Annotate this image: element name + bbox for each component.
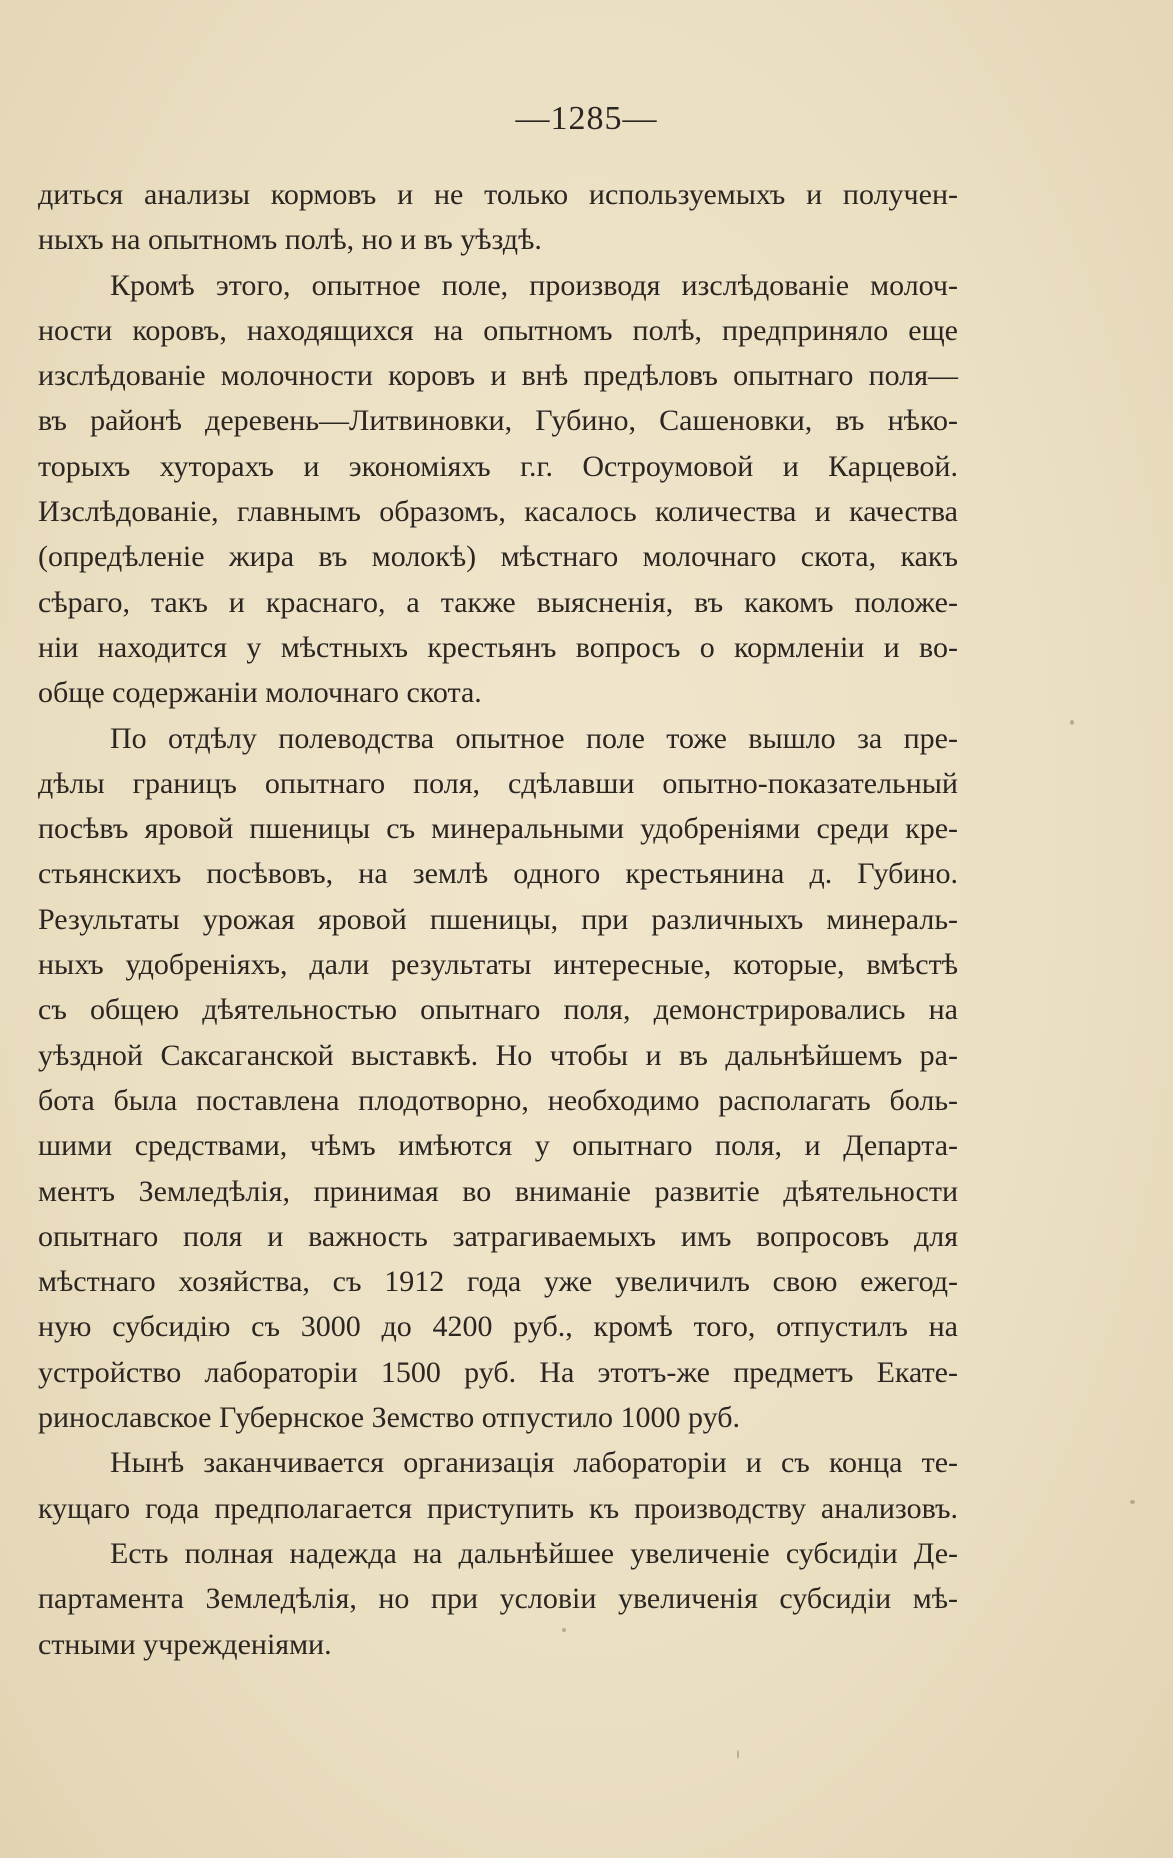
text-line: партамента Земледѣлія, но при условіи увеличенія субсидіи мѣ- — [38, 1582, 958, 1616]
text-line: торыхъ хуторахъ и экономіяхъ г.г. Остроумовой и Карцевой. — [38, 449, 958, 483]
text-line: ныхъ на опытномъ полѣ, но и въ уѣздѣ. — [38, 223, 542, 257]
text-line: бота была поставлена плодотворно, необходимо располагать боль- — [38, 1083, 958, 1117]
paragraph-start-line: По отдѣлу полеводства опытное поле тоже вышло за пре- — [110, 721, 958, 755]
paper-speck — [562, 1628, 566, 1632]
text-line: (опредѣленіе жира въ молокѣ) мѣстнаго молочнаго скота, какъ — [38, 540, 958, 574]
text-line: стьянскихъ посѣвовъ, на землѣ одного крестьянина д. Губино. — [38, 857, 958, 891]
text-line: ную субсидію съ 3000 до 4200 руб., кромѣ того, отпустилъ на — [38, 1310, 958, 1344]
paragraph-start-line: Кромѣ этого, опытное поле, производя изслѣдованіе молоч- — [110, 268, 958, 302]
text-line: ментъ Земледѣлія, принимая во вниманіе развитіе дѣятельности — [38, 1174, 958, 1208]
paper-speck — [1130, 1500, 1135, 1504]
text-line: диться анализы кормовъ и не только используемыхъ и получен- — [38, 178, 958, 211]
text-line: опытнаго поля и важность затрагиваемыхъ имъ вопросовъ для — [38, 1219, 958, 1253]
body-text — [38, 172, 958, 1667]
paragraph-start-line: Нынѣ заканчивается организація лабораторіи и съ конца те- — [110, 1446, 958, 1480]
paper-speck — [737, 1750, 739, 1759]
text-line: ринославское Губернское Земство отпустило 1000 руб. — [38, 1401, 740, 1435]
text-line: уѣздной Саксаганской выставкѣ. Но чтобы и въ дальнѣйшемъ ра- — [38, 1038, 958, 1072]
text-line: шими средствами, чѣмъ имѣются у опытнаго поля, и Департа- — [38, 1129, 958, 1163]
text-line: ныхъ удобреніяхъ, дали результаты интересные, которые, вмѣстѣ — [38, 948, 958, 982]
text-line: ности коровъ, находящихся на опытномъ полѣ, предприняло еще — [38, 313, 958, 347]
text-line: ніи находится у мѣстныхъ крестьянъ вопросъ о кормленіи и во- — [38, 630, 958, 664]
text-line: изслѣдованіе молочности коровъ и внѣ предѣловъ опытнаго поля— — [38, 359, 958, 393]
text-line: Результаты урожая яровой пшеницы, при различныхъ минераль- — [38, 902, 958, 936]
paper-speck — [1070, 720, 1074, 725]
text-line: сѣраго, такъ и краснаго, а также выясненія, въ какомъ положе- — [38, 585, 958, 619]
text-line: посѣвъ яровой пшеницы съ минеральными удобреніями среди кре- — [38, 812, 958, 846]
page-number: —1285— — [515, 100, 658, 137]
text-line: мѣстнаго хозяйства, съ 1912 года уже увеличилъ свою ежегод- — [38, 1265, 958, 1299]
text-line: съ общею дѣятельностью опытнаго поля, демонстрировались на — [38, 993, 958, 1027]
text-line: кущаго года предполагается приступить къ производству анализовъ. — [38, 1491, 958, 1525]
text-line: обще содержаніи молочнаго скота. — [38, 676, 482, 710]
paragraph-start-line: Есть полная надежда на дальнѣйшее увеличеніе субсидіи Де- — [110, 1536, 958, 1570]
text-line: въ районѣ деревень—Литвиновки, Губино, Сашеновки, въ нѣко- — [38, 404, 958, 438]
text-line: дѣлы границъ опытнаго поля, сдѣлавши опытно-показательный — [38, 766, 958, 800]
text-line: устройство лабораторіи 1500 руб. На этотъ-же предметъ Екате- — [38, 1355, 958, 1389]
text-line: Изслѣдованіе, главнымъ образомъ, касалось количества и качества — [38, 495, 958, 529]
text-line: стными учрежденіями. — [38, 1627, 332, 1661]
